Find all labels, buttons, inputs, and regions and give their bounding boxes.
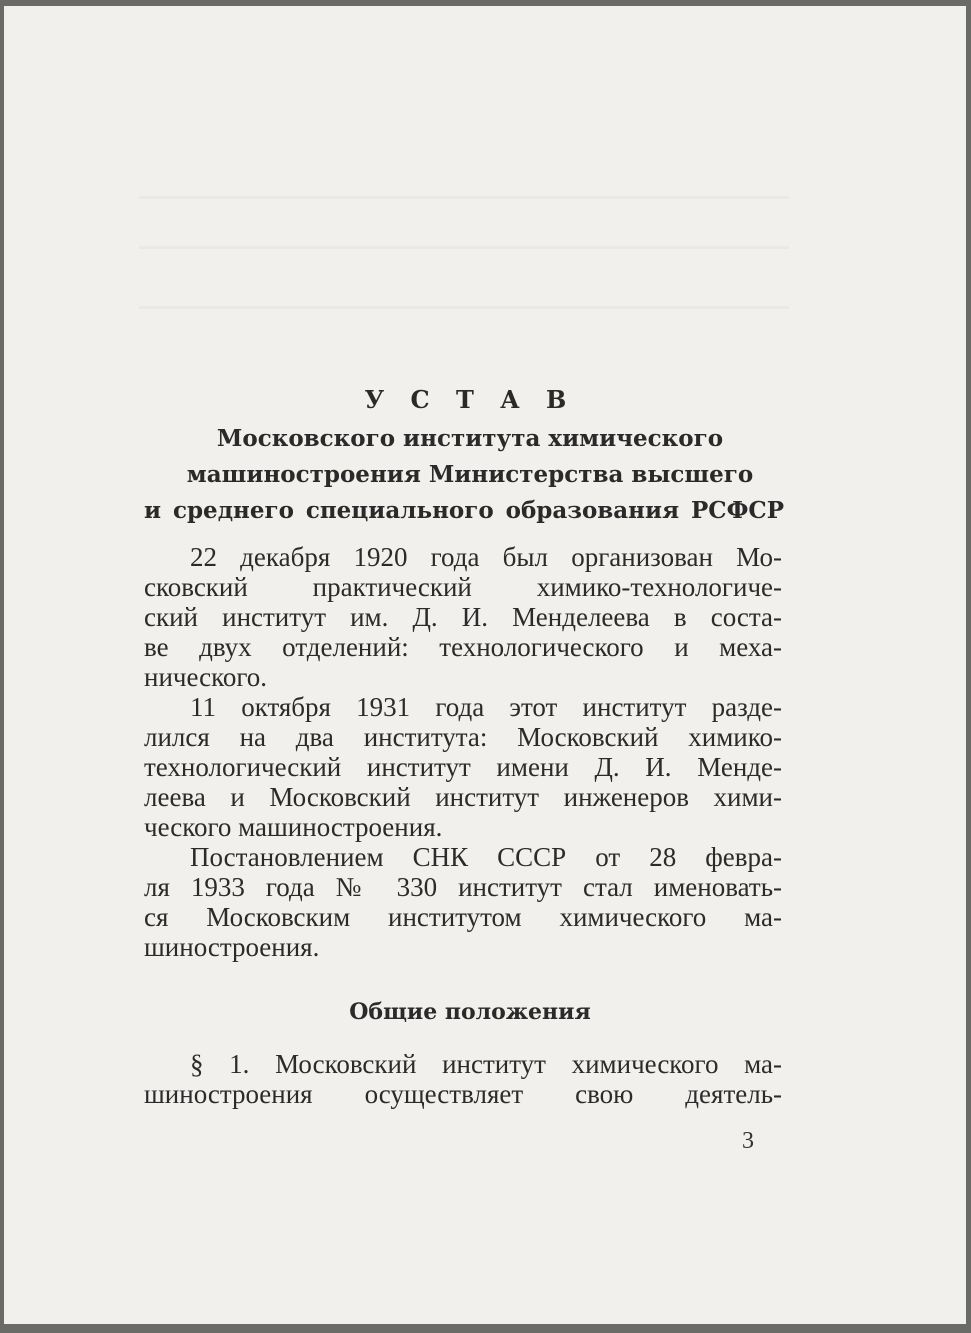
paragraph-line: ческого машиностроения. — [144, 812, 443, 842]
paragraph-line: технологический институт имени Д. И. Менде- — [144, 752, 782, 782]
paragraph-line: Постановлением СНК СССР от 28 февра- — [190, 842, 782, 872]
document-subtitle-line: Московского института химического — [216, 425, 724, 452]
paragraph-line: шиностроения. — [144, 932, 320, 962]
paragraph-line: нического. — [144, 662, 268, 692]
section-line: § 1. Московский институт химического ма- — [190, 1049, 782, 1079]
show-through-text — [139, 196, 789, 199]
paragraph-line: ве двух отделений: технологического и меха- — [144, 632, 782, 662]
show-through-text — [139, 306, 789, 309]
paragraph-line: 22 декабря 1920 года был организован Мо- — [190, 542, 782, 572]
paragraph-line: сковский практический химико-технологиче- — [144, 572, 782, 602]
paragraph-line: леева и Московский институт инженеров хими- — [144, 782, 782, 812]
section-heading: Общие положения — [349, 999, 591, 1025]
show-through-text — [139, 246, 789, 249]
document-page — [4, 6, 966, 1324]
paragraph-line: ся Московским институтом химического ма- — [144, 902, 782, 932]
document-title: У С Т А В — [364, 385, 576, 414]
paragraph-line: лился на два института: Московский химико- — [144, 722, 782, 752]
paragraph-line: ля 1933 года № 330 институт стал именовать- — [144, 872, 782, 902]
paragraph-line: 11 октября 1931 года этот институт разде- — [190, 692, 782, 722]
document-subtitle-line: и среднего специального образования РСФСР — [144, 497, 784, 524]
page-number: 3 — [742, 1128, 754, 1154]
document-subtitle-line: машиностроения Министерства высшего — [186, 461, 754, 488]
section-line: шиностроения осуществляет свою деятель- — [144, 1079, 782, 1109]
paragraph-line: ский институт им. Д. И. Менделеева в соста- — [144, 602, 782, 632]
